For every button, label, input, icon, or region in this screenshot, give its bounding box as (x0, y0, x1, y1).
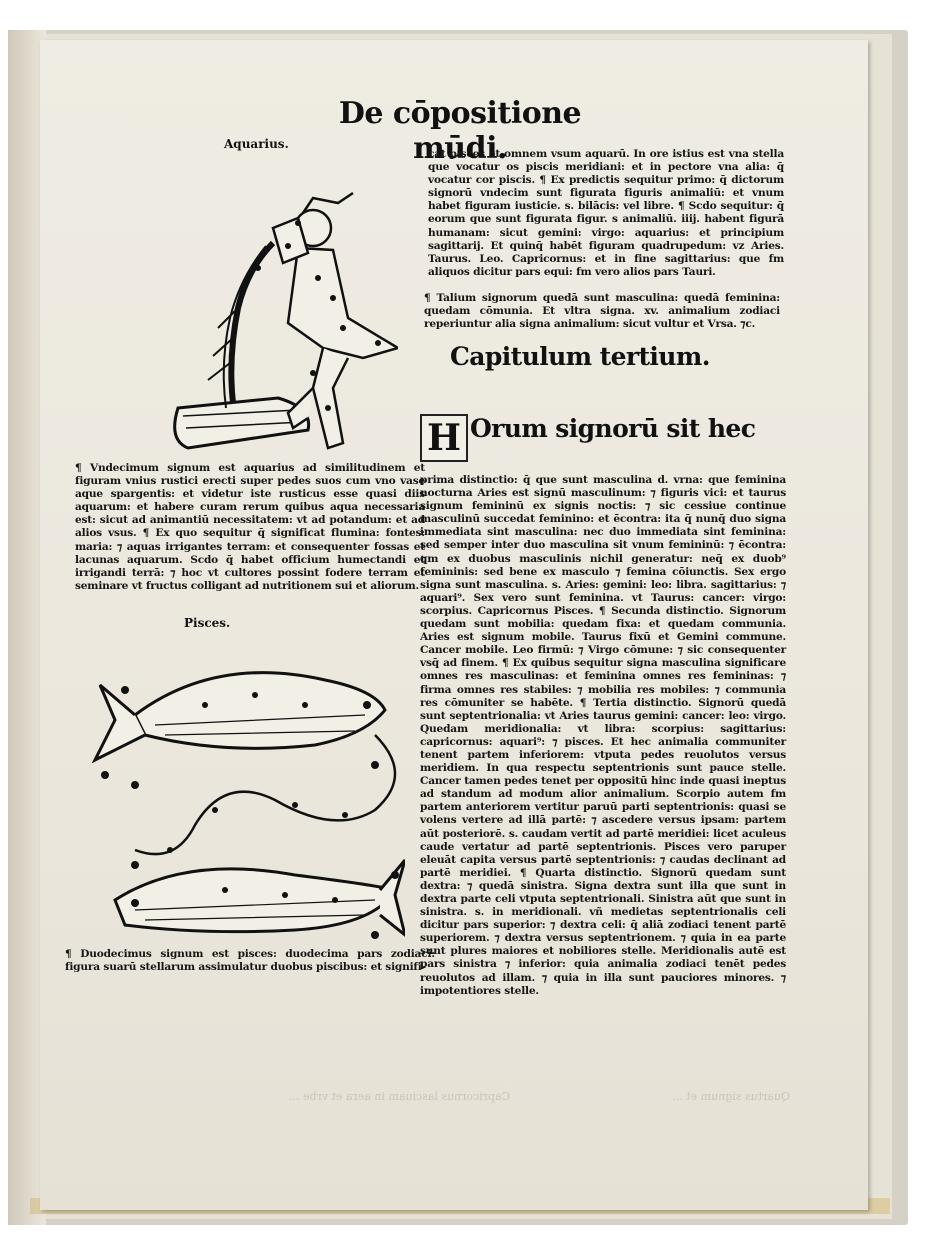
show-through-text-left: Capricornus lasciuam in aera et vrbe ... (288, 1090, 510, 1103)
chapter-body-text: prima distinctio: q̄ que sunt masculina d. vrna: que feminina nocturna Aries est signū masculinum: ⁊ figuris vici: et taurus signum femininū ex signis noctis: ⁊ sic cessiue continue masculinū succedat feminino: et ēcontra: ita q̄ nunq̄ duo signa immediata sint masculina: nec duo immediata sint feminina: sed semper inter duo masculina sit vnum femininū: ⁊ ēcontra: qm ex duobus masculinis nichil generatur: neq̄ ex duob⁹ femininis: sed bene ex masculo ⁊ femina cōiunctis. Sex ergo signa sunt masculina. s. Aries: gemini: leo: libra. sagittarius: ⁊ aquari⁹. Sex vero sunt feminina. vt Taurus: cancer: virgo: scorpius. Capricornus Pisces. ¶ Secunda distinctio. Signorum quedam sunt mobilia: quedam fixa: et quedam communia. Aries est signum mobile. Taurus fixū et Gemini commune. Cancer mobile. Leo firmū: ⁊ Virgo cōmune: ⁊ sic consequenter vsq̄ ad finem. ¶ Ex quibus sequitur signa masculina significare omnes res masculinas: et feminina omnes res femininas: ⁊ firma omnes res stabiles: ⁊ mobilia res mobiles: ⁊ communia res cōmuniter se habēte. ¶ Tertia distinctio. Signorū quedā sunt septentrionalia: vt Aries taurus gemini: cancer: leo: virgo. Quedam meridionalia: vt libra: scorpius: sagittarius: capricornus: aquari⁹: ⁊ pisces. Et hec animalia communiter tenent partem inferiorem: vtputa pedes reuolutos versus meridiem. In qua respectu septentrionis sunt pauce stelle. Cancer tamen pedes tenet per oppositū hinc inde quasi ineptus ad standum ad modum alior animalium. Scorpio autem fm partem anteriorem vertitur paruū parti septentrionis: quasi se volens vertere ad illā partē: ⁊ ascedere versus ipsam: partem aūt posteriorē. s. caudam vertit ad partē meridiei: licet aculeus caude vertatur ad partē septentrionis. Pisces vero paruper eleuāt capita versus partē septentrionis: ⁊ caudas declinant ad partē meridiei. ¶ Quarta distinctio. Signorū quedam sunt dextra: ⁊ quedā sinistra. Signa dextra sunt illa que sunt in dextra parte celi vtputa septentrionali. Sinistra aūt que sunt in sinistra. s. in meridionali. vñ medietas septentrionalis celi dicitur pars superior: ⁊ dextra celi: q̄ aliā zodiaci tenent partē superiorem. ⁊ dextra versus septentrionem. ⁊ quia in ea parte sunt plures maiores et nobiliores stelle. Meridionalis autē est pars sinistra ⁊ inferior: quia animalia zodiaci tenēt pedes reuolutos ad illam. ⁊ quia in illa sunt pauciores minores. ⁊ impotentiores stelle. (420, 474, 786, 997)
aquarius-caption: Aquarius. (224, 137, 289, 151)
right-column-second-paragraph: ¶ Talium signorum quedā sunt masculina: quedā feminina: quedam cōmunia. Et vltra signa. xv. animalium zodiaci reperiuntur alia signa animalium: sicut vultur et Vrsa. ⁊c. (424, 292, 780, 331)
aquarius-woodcut (138, 158, 398, 458)
pisces-caption: Pisces. (184, 616, 231, 630)
opening-line: Orum signorū sit hec (470, 414, 756, 443)
show-through-text-right: Quartus signum et ... (672, 1090, 790, 1103)
initial-capital: H (420, 414, 468, 462)
pisces-paragraph: ¶ Duodecimus signum est pisces: duodecima pars zodiaci: figura suarū stellarum assimulatur duobus piscibus: et signifi- (65, 948, 435, 974)
right-column-top-paragraph: cat pisces et omnem vsum aquarū. In ore istius est vna stella que vocatur os piscis meridiani: et in pectore vna alia: q̄ vocatur cor piscis. ¶ Ex predictis sequitur primo: q̄ dictorum signorū vndecim sunt figurata figuris animaliū: et vnum habet figuram iusticie. s. bilācis: vel libre. ¶ Scdo sequitur: q̄ eorum que sunt figurata figur. s animaliū. iiij. habent figurā humanam: sicut gemini: virgo: aquarius: et principium sagittarij. Et quinq̄ habēt figuram quadrupedum: vz Aries. Taurus. Leo. Capricornus: et in fine sagittarius: que fm aliquos dicitur pars equi: fm vero alios pars Tauri. (428, 148, 784, 278)
aquarius-paragraph: ¶ Vndecimum signum est aquarius ad similitudinem et figuram vnius rustici erecti super pedes suos cum vno vase aque spargentis: et videtur iste rusticus esse quasi diis aquarum: et habere curam rerum quibus aqua necessaria est: sicut ad animantiū necessitatem: vt ad potandum: et ad alios vsus. ¶ Ex quo sequitur q̄ significat flumina: fontes: maria: ⁊ aquas irrigantes terram: et consequenter fossas et lacunas aquarum. Scdo q̄ habet officium humectandi et irrigandi terrā: ⁊ hoc vt cultores possint fodere terram et seminare vt fructus colligant ad nutritionem sui et aliorum. (75, 462, 425, 592)
page-heading: De cōpositione mūdi. (338, 96, 582, 166)
pisces-woodcut (75, 635, 405, 945)
chapter-title: Capitulum tertium. (450, 342, 710, 371)
